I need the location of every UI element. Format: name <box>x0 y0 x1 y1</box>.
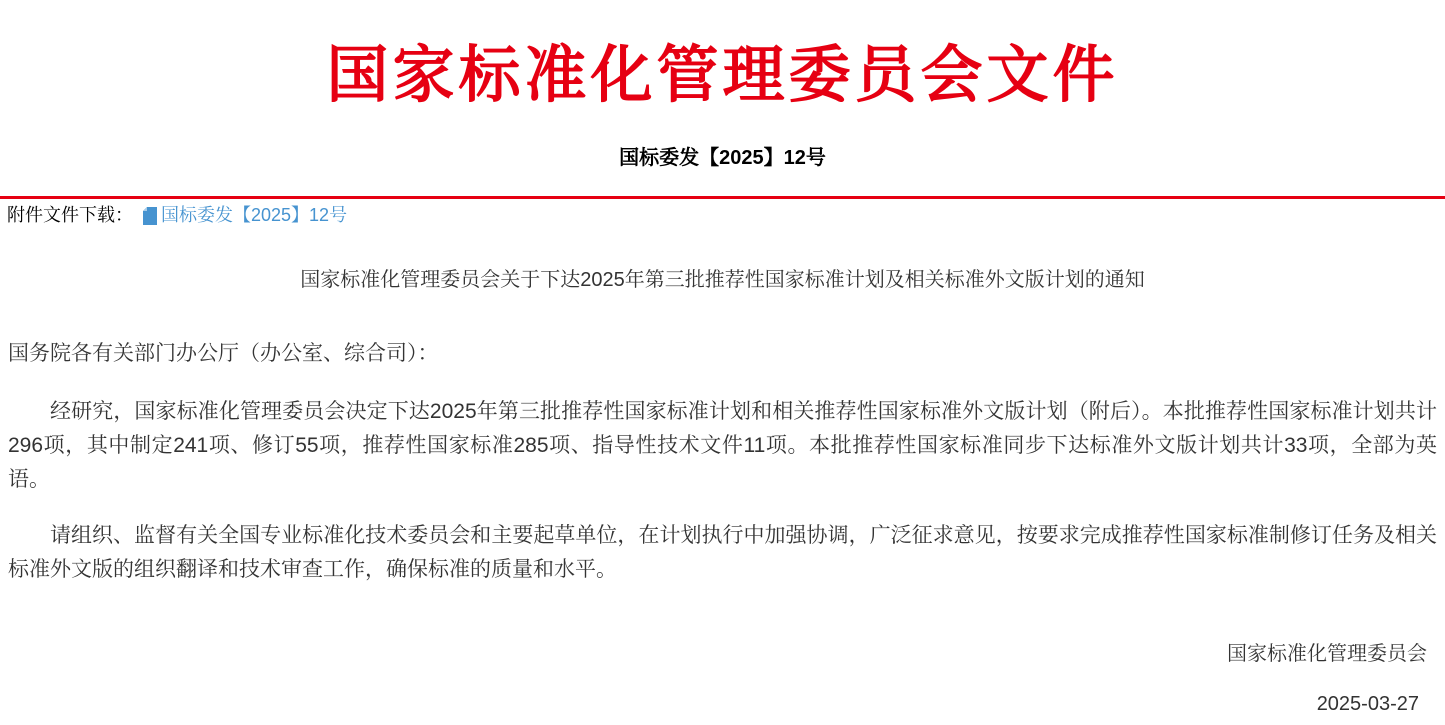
signature-block <box>8 637 1437 721</box>
body-paragraph-2: 请组织、监督有关全国专业标准化技术委员会和主要起草单位，在计划执行中加强协调，广泛征求意见，按要求完成推荐性国家标准制修订任务及相关标准外文版的组织翻译和技术审查工作，确保标准的质量和水平。 <box>8 524 1437 581</box>
salutation-line: 国务院各有关部门办公厅（办公室、综合司）： <box>8 342 439 365</box>
attachment-file-link[interactable]: 国标委发【2025】12号 <box>161 205 348 225</box>
attachment-download-row <box>0 199 1445 227</box>
body-paragraph-1: 经研究，国家标准化管理委员会决定下达2025年第三批推荐性国家标准计划和相关推荐性国家标准外文版计划（附后）。本批推荐性国家标准计划共计296项，其中制定241项、修订55项，推荐性国家标准285项、指导性技术文件11项。本批推荐性国家标准同步下达标准外文版计划共计33项，全部为英语。 <box>8 400 1437 491</box>
document-number: 国标委发【2025】12号 <box>619 147 826 169</box>
agency-masthead-title: 国家标准化管理委员会文件 <box>326 42 1119 110</box>
issuing-agency-signature: 国家标准化管理委员会 <box>1227 643 1427 665</box>
notice-body <box>0 337 1445 721</box>
file-icon[interactable] <box>143 207 157 225</box>
attachment-download-label: 附件文件下载： <box>7 205 133 225</box>
notice-title: 国家标准化管理委员会关于下达2025年第三批推荐性国家标准计划及相关标准外文版计划的通知 <box>300 269 1145 291</box>
document-page <box>0 40 1445 725</box>
issue-date: 2025-03-27 <box>1316 693 1419 715</box>
